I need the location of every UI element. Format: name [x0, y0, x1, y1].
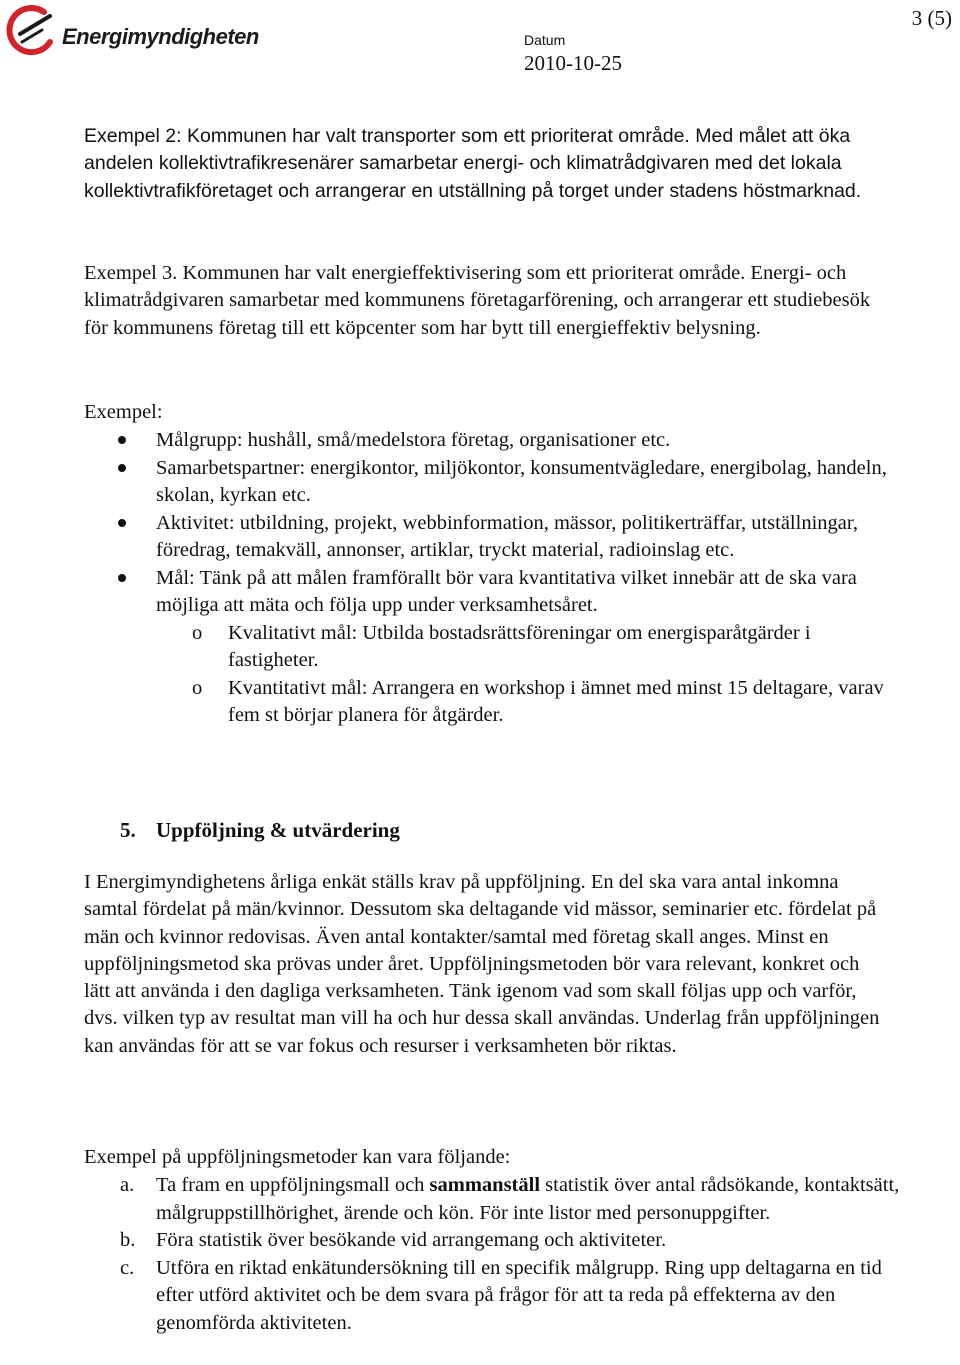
- list-item: a. Ta fram en uppföljningsmall och sammanställ statistik över antal rådsökande, kontaktsätt, målgruppstillhörighet, ärende och kön. För inte listor med personuppgifter.: [120, 1174, 900, 1224]
- logo-text: Energimyndigheten: [62, 24, 259, 49]
- date-value: 2010-10-25: [524, 51, 622, 75]
- list-item: c. Utföra en riktad enkätundersökning till en specifik målgrupp. Ring upp deltagarna en tid efter utförd aktivitet och be dem svara på frågor för att ta reda på effekterna av den genomförda aktiviteten.: [120, 1256, 882, 1334]
- sub-bullet-marker: o: [192, 621, 203, 644]
- bullet-icon: [118, 464, 126, 472]
- sub-bullet-marker: o: [192, 676, 203, 699]
- goal-sub-list: [156, 620, 904, 730]
- bullet-icon: [118, 574, 126, 582]
- sub-list-item: o Kvalitativt mål: Utbilda bostadsrättsföreningar om energisparåtgärder i fastigheter.: [192, 621, 811, 671]
- energimyndigheten-logo: [4, 4, 259, 60]
- bullet-icon: [118, 519, 126, 527]
- list-marker: b.: [120, 1229, 136, 1251]
- logo-mark-icon: [4, 4, 60, 60]
- bullet-icon: [118, 436, 126, 444]
- section-body: I Energimyndighetens årliga enkät ställs krav på uppföljning. En del ska vara antal inkomna samtal fördelat på män/kvinnor. Dessutom ska deltagande vid mässor, seminarier etc. fördelat på män och kvinnor redovisas. Även antal kontakter/samtal med företag skall anges. Minst en uppföljningsmetod ska prövas under året. Uppföljningsmetoden bör vara relevant, konkret och lätt att använda i den dagliga verksamheten. Tänk igenom vad som skall följas upp och varför, dvs. vilken typ av resultat man vill ha och hur dessa skall användas. Underlag från uppföljningen kan användas för att se var fokus och resurser i verksamheten bör riktas.: [84, 871, 880, 1057]
- date-label: Datum: [524, 32, 566, 48]
- section-title: Uppföljning & utvärdering: [156, 818, 400, 842]
- paragraph-example-3: Exempel 3. Kommunen har valt energieffektivisering som ett prioriterat område. Energi- och klimatrådgivaren samarbetar med kommunens företagarförening, och arrangerar ett studiebesök för kommunens företag till ett köpcenter som har bytt till energieffektiv belysning.: [84, 262, 871, 339]
- methods-list: [84, 1172, 904, 1337]
- examples-bullet-list: [84, 427, 904, 730]
- methods-intro: Exempel på uppföljningsmetoder kan vara följande:: [84, 1146, 511, 1168]
- list-item: Aktivitet: utbildning, projekt, webbinformation, mässor, politikerträffar, utställningar, föredrag, temakväll, annonser, artiklar, tryckt material, radioinslag etc.: [84, 510, 904, 565]
- examples-label: Exempel:: [84, 401, 163, 423]
- section-heading: [120, 818, 400, 843]
- list-item: Mål: Tänk på att målen framförallt bör vara kvantitativa vilket innebär att de ska vara möjliga att mäta och följa upp under verksamhetsåret. o Kvalitativt mål: Utbilda bostadsrättsföreningar om energisparåtgärder i fastigheter. o Kvantitativt mål: Arrangera en workshop i ämnet med minst 15 deltagare, varav fem st börjar planera för åtgärder.: [84, 565, 904, 730]
- paragraph-example-2: Exempel 2: Kommunen har valt transporter som ett prioriterat område. Med målet att öka andelen kollektivtrafikresenärer samarbetar energi- och klimatrådgivaren med det lokala kollektivtrafikföretaget och arrangerar en utställning på torget under stadens höstmarknad.: [84, 125, 862, 202]
- list-item: Målgrupp: hushåll, små/medelstora företag, organisationer etc.: [84, 427, 904, 455]
- emphasis-text: sammanställ: [429, 1174, 541, 1196]
- list-item: b. Föra statistik över besökande vid arrangemang och aktiviteter.: [84, 1227, 904, 1255]
- list-marker: c.: [120, 1256, 135, 1279]
- list-item: Samarbetspartner: energikontor, miljökontor, konsumentvägledare, energibolag, handeln, skolan, kyrkan etc.: [84, 455, 904, 510]
- sub-list-item: o Kvantitativt mål: Arrangera en workshop i ämnet med minst 15 deltagare, varav fem st börjar planera för åtgärder.: [192, 676, 884, 726]
- section-number: 5.: [120, 818, 136, 842]
- list-marker: a.: [120, 1174, 135, 1196]
- page-number: 3 (5): [911, 6, 952, 30]
